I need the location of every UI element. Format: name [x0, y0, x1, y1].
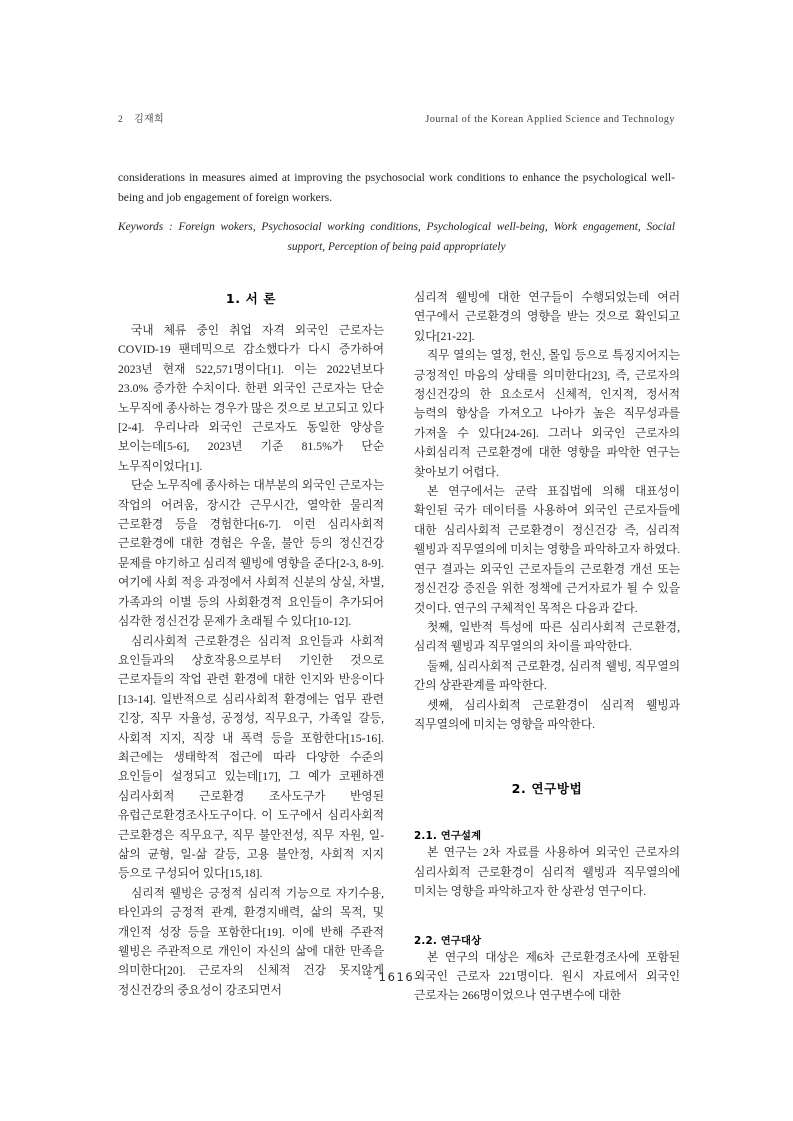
right-column [414, 288, 680, 1003]
spacer [414, 734, 680, 778]
paragraph: 심리사회적 근로환경은 심리적 요인들과 사회적 요인들과의 상호작용으로부터 기인한 것으로 근로자들의 작업 관련 환경에 대한 인지와 반응이다[13-14]. 일반적으로 심리사회적 환경에는 업무 관련 긴장, 직무 자율성, 공정성, 직무요구, 가족일 갈등, 사회적 지지, 직장 내 폭력 등을 포함한다[15-16]. 최근에는 생태학적 접근에 따라 다양한 수준의 요인들이 설정되고 있는데[17], 그 예가 코펜하겐 심리사회적 근로환경 조사도구가 반영된 유럽근로환경조사도구이다. 이 도구에서 심리사회적 근로환경은 직무요구, 직무 불안전성, 직무 자원, 일-삶의 균형, 일-삶 갈등, 고용 불안정, 사회적 지지 등으로 구성되어 있다[15,18]. [118, 634, 384, 881]
subsection-heading-study-design: 2.1. 연구설계 [414, 830, 482, 843]
paragraph: 심리적 웰빙에 대한 연구들이 수행되었는데 여러 연구에서 근로환경의 영향을 받는 것으로 확인되고 있다[21-22]. [414, 291, 680, 343]
running-head-left [118, 110, 164, 125]
running-head-page-number: 2 [118, 115, 124, 125]
keywords-line [118, 218, 675, 257]
abstract-continuation: considerations in measures aimed at improving the psychosocial work conditions to enhance the psychological well-being and job engagement of foreign workers. [118, 171, 675, 204]
running-head-author: 김재희 [134, 114, 164, 125]
subsection-heading-study-subjects: 2.2. 연구대상 [414, 934, 482, 947]
spacer [414, 811, 680, 827]
paragraph: 첫째, 일반적 특성에 따른 심리사회적 근로환경, 심리적 웰빙과 직무열의의 차이를 파악한다. [414, 620, 680, 654]
paragraph: 본 연구에서는 군락 표집법에 의해 대표성이 확인된 국가 데이터를 사용하여 외국인 근로자들에 대한 심리사회적 근로환경이 정신건강 즉, 심리적 웰빙과 직무열의에 미치는 영향을 파악하고자 하였다. 연구 결과는 외국인 근로자들의 근로환경 개선 또는 정신건강 증진을 위한 정책에 근거자료가 될 수 있을 것이다. 연구의 구체적인 목적은 다음과 같다. [414, 485, 680, 615]
page-footer: - 1616 - [367, 970, 426, 984]
keywords-terms: Foreign wokers, Psychosocial working conditions, Psychological well-being, Work engagement, Social support, Perception of being paid appropriately [178, 221, 676, 253]
left-column [118, 288, 384, 997]
paragraph: 셋째, 심리사회적 근로환경이 심리적 웰빙과 직무열의에 미치는 영향을 파악한다. [414, 698, 680, 731]
paragraph: 직무 열의는 열정, 헌신, 몰입 등으로 특징지어지는 긍정적인 마음의 상태를 의미한다[23], 즉, 근로자의 정신건강의 한 요소로서 신체적, 인지적, 정서적 능력의 향상을 가져오고 나아가 높은 직무성과를 가져올 수 있다[24-26]. 그러나 외국인 근로자의 사회심리적 근로환경에 대한 영향을 파악한 연구는 찾아보기 어렵다. [414, 349, 680, 479]
paragraph: 둘째, 심리사회적 근로환경, 심리적 웰빙, 직무열의 간의 상관관계를 파악한다. [414, 659, 680, 693]
running-head [118, 110, 675, 125]
running-head-journal-title: Journal of the Korean Applied Science and Technology [425, 114, 675, 125]
keywords-label: Keywords : [118, 221, 173, 233]
paragraph: 심리적 웰빙은 긍정적 심리적 기능으로 자기수용, 타인과의 긍정적 관계, 환경지배력, 삶의 목적, 및 개인적 성장 등을 포함한다[19]. 이에 반해 주관적 웰빙은 주관적으로 개인이 자신의 삶에 대한 만족을 의미한다[20]. 근로자의 신체적 건강 못지않게 정신건강의 중요성이 강조되면서 [118, 886, 384, 997]
spacer [414, 902, 680, 932]
paragraph: 본 연구는 2차 자료를 사용하여 외국인 근로자의 심리사회적 근로환경이 심리적 웰빙과 직무열의에 미치는 영향을 파악하고자 한 상관성 연구이다. [414, 846, 680, 899]
section-heading-introduction: 1. 서 론 [225, 291, 277, 306]
paragraph: 단순 노무직에 종사하는 대부분의 외국인 근로자는 작업의 어려움, 장시간 근무시간, 열악한 물리적 근로환경 등을 경험한다[6-7]. 이런 심리사회적 근로환경에 대한 경험은 우울, 불안 등의 정신건강 문제를 야기하고 심리적 웰빙에 영향을 준다[2-3, 8-9]. 여기에 사회 적응 과정에서 사회적 신분의 상실, 차별, 가족과의 이별 등의 사회환경적 요인들이 추가되어 심각한 정신건강 문제가 초래될 수 있다[10-12]. [118, 479, 384, 629]
paragraph: 국내 체류 중인 취업 자격 외국인 근로자는 COVID-19 팬데믹으로 감소했다가 다시 증가하여 2023년 현재 522,571명이다[1]. 이는 2022년보다 23.0% 증가한 수치이다. 한편 외국인 근로자는 단순 노무직에 종사하는 경우가 많은 것으로 보고되고 있다[2-4]. 우리나라 외국인 근로자도 동일한 양상을 보이는데[5-6], 2023년 기준 81.5%가 단순 노무직이었다[1]. [118, 324, 384, 473]
paragraph: 본 연구의 대상은 제6차 근로환경조사에 포함된 외국인 근로자 221명이다. 원시 자료에서 외국인 근로자는 266명이었으나 연구변수에 대한 [414, 950, 680, 1003]
section-heading-methods: 2. 연구방법 [511, 781, 583, 797]
